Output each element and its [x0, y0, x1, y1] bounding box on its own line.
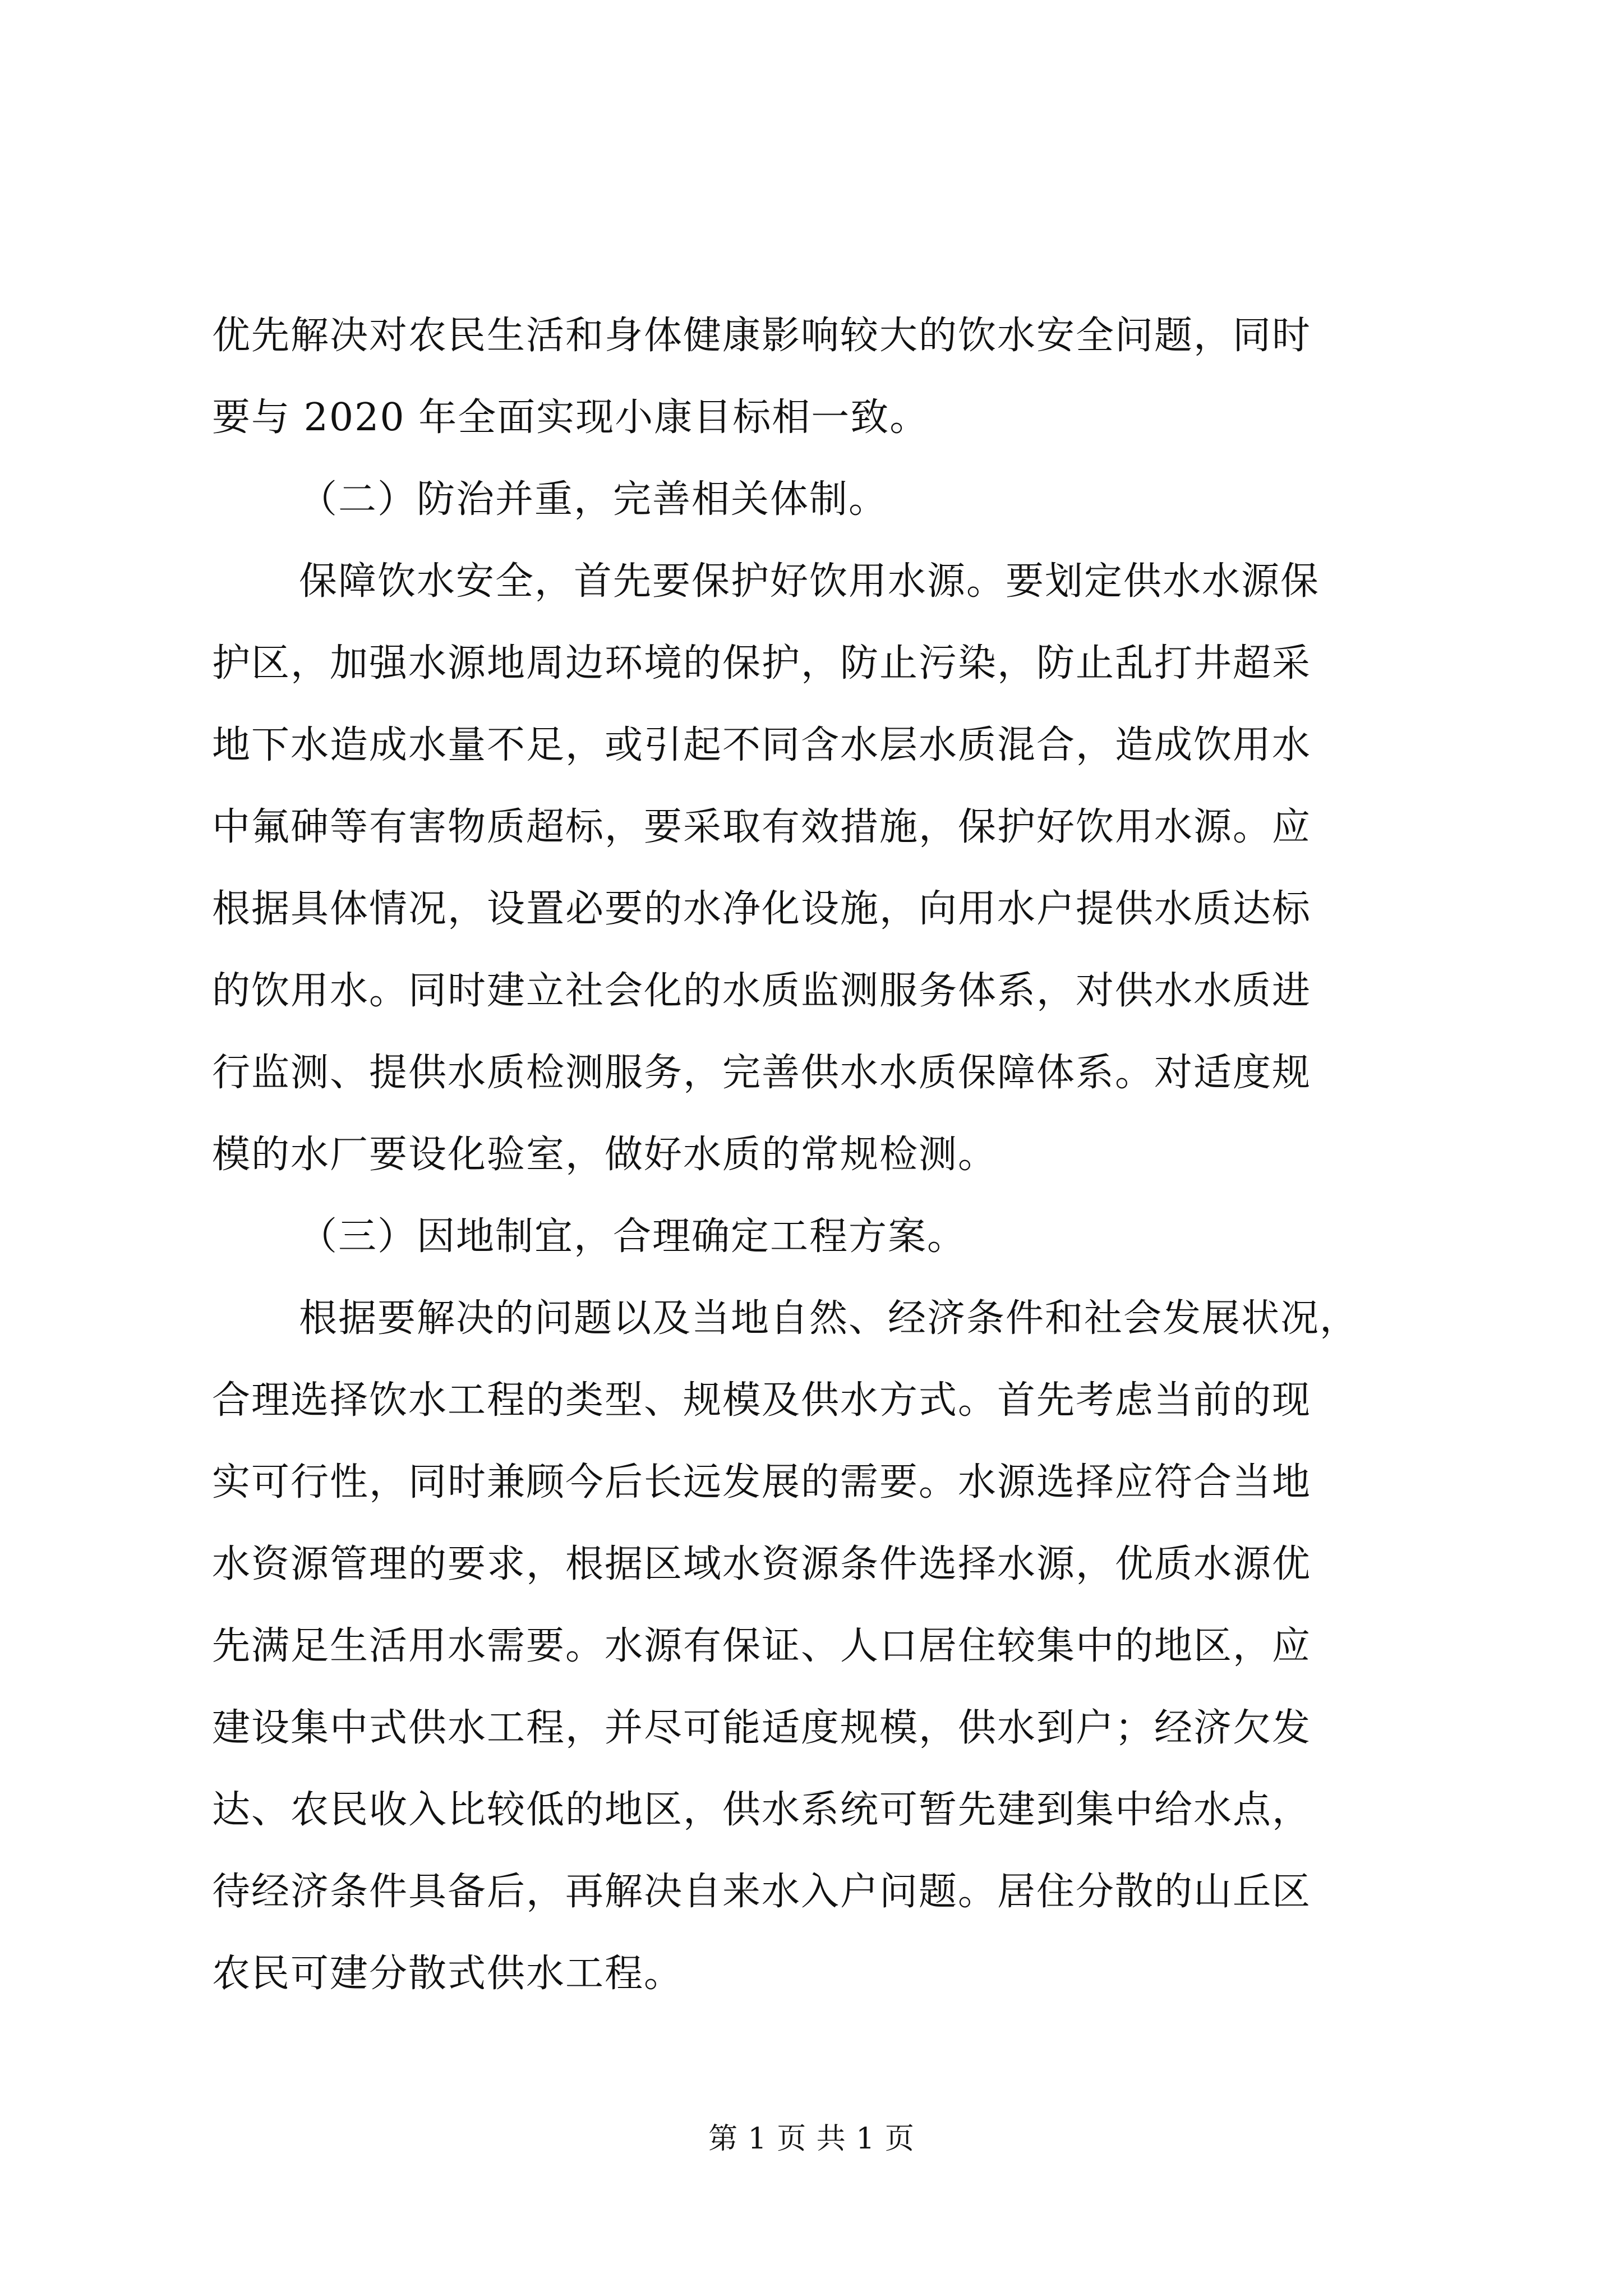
text-line: 要与 2020 年全面实现小康目标相一致。 — [212, 395, 929, 440]
text-line: 护区，加强水源地周边环境的保护，防止污染，防止乱打井超采 — [212, 641, 1312, 685]
text-line: 中氟砷等有害物质超标，要采取有效措施，保护好饮用水源。应 — [212, 805, 1312, 849]
text-line: 合理选择饮水工程的类型、规模及供水方式。首先考虑当前的现 — [212, 1378, 1312, 1423]
document-body — [212, 295, 1412, 2015]
text-line: 保障饮水安全，首先要保护好饮用水源。要划定供水水源保 — [299, 559, 1320, 604]
text-line: 水资源管理的要求，根据区域水资源条件选择水源，优质水源优 — [212, 1542, 1312, 1586]
text-line: （三）因地制宜，合理确定工程方案。 — [299, 1214, 967, 1259]
text-line: 实可行性，同时兼顾今后长远发展的需要。水源选择应符合当地 — [212, 1460, 1312, 1504]
text-line: 农民可建分散式供水工程。 — [212, 1952, 684, 1996]
text-line: 建设集中式供水工程，并尽可能适度规模，供水到户；经济欠发 — [212, 1706, 1312, 1750]
text-line: （二）防治并重，完善相关体制。 — [299, 477, 888, 522]
page-footer: 第 1 页 共 1 页 — [708, 2122, 915, 2156]
text-line: 根据要解决的问题以及当地自然、经济条件和社会发展状况， — [299, 1296, 1359, 1341]
text-line: 待经济条件具备后，再解决自来水入户问题。居住分散的山丘区 — [212, 1870, 1312, 1914]
text-line: 模的水厂要设化验室，做好水质的常规检测。 — [212, 1133, 998, 1177]
text-line: 先满足生活用水需要。水源有保证、人口居住较集中的地区，应 — [212, 1624, 1312, 1668]
text-line: 达、农民收入比较低的地区，供水系统可暂先建到集中给水点， — [212, 1788, 1312, 1832]
text-line: 行监测、提供水质检测服务，完善供水水质保障体系。对适度规 — [212, 1051, 1312, 1095]
text-line: 根据具体情况，设置必要的水净化设施，向用水户提供水质达标 — [212, 887, 1312, 931]
text-line: 的饮用水。同时建立社会化的水质监测服务体系，对供水水质进 — [212, 969, 1312, 1013]
text-line: 地下水造成水量不足，或引起不同含水层水质混合，造成饮用水 — [212, 723, 1312, 767]
text-line: 优先解决对农民生活和身体健康影响较大的饮水安全问题，同时 — [212, 314, 1312, 358]
